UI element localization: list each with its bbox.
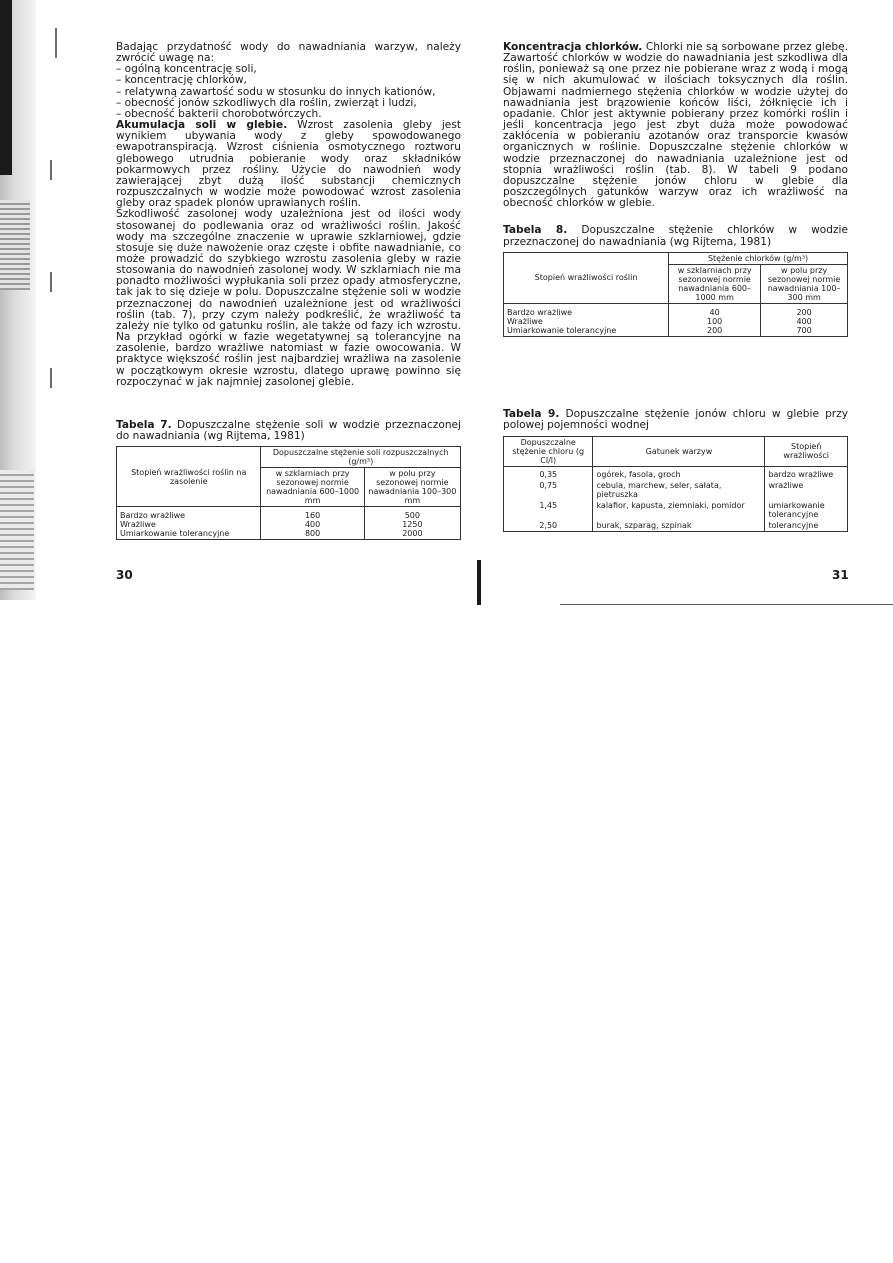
cell-value: 800: [304, 529, 321, 539]
paragraph-heading: Koncentracja chlorków.: [503, 41, 643, 53]
table-caption-text: Dopuszczalne stężenie chlorków w wodzie przeznaczonej do nawadniania (wg Rijtema, 1981): [503, 224, 848, 248]
cell-value: 700: [796, 325, 812, 335]
cell-value: 1250: [402, 520, 423, 530]
table-cell: 0,75: [504, 480, 593, 500]
table-cell: umiarkowanie tolerancyjne: [765, 500, 848, 520]
table-cell: [364, 507, 460, 540]
table-row: [504, 480, 848, 500]
table-cell: 1,45: [504, 500, 593, 520]
page-number: 30: [116, 568, 133, 582]
table-row: [504, 303, 848, 336]
cell-value: 2000: [402, 529, 423, 539]
row-label: Umiarkowanie tolerancyjne: [120, 529, 230, 539]
scan-edge-dark: [0, 0, 12, 175]
table8: [503, 252, 848, 337]
table-row: [504, 466, 848, 480]
table-cell: [117, 507, 261, 540]
scan-noise: [0, 200, 30, 290]
table-cell: 0,35: [504, 466, 593, 480]
cell-value: 400: [796, 316, 812, 326]
table-header-cell: Dopuszczalne stężenie chloru (g Cl/l): [504, 436, 593, 466]
table-cell: cebula, marchew, seler, sałata, pietruszka: [593, 480, 765, 500]
cell-value: 160: [304, 511, 321, 521]
table-header-cell: Dopuszczalne stężenie soli rozpuszczalnych (g/m³): [261, 447, 461, 468]
chloride-paragraph: [503, 42, 848, 209]
left-page: [116, 42, 461, 540]
intro-text: Badając przydatność wody do nawadniania warzyw, należy zwrócić uwagę na:: [116, 41, 461, 65]
table-cell: tolerancyjne: [765, 520, 848, 532]
binding-mark: [477, 560, 481, 605]
table-row: [504, 520, 848, 532]
table-header-cell: Stopień wrażliwości: [765, 436, 848, 466]
cell-value: 400: [304, 520, 321, 530]
list-item: – obecność bakterii chorobotwórczych.: [116, 107, 322, 120]
cell-value: 100: [707, 316, 723, 326]
criteria-list: [116, 64, 461, 120]
margin-mark: [50, 160, 52, 180]
table-caption-text: Dopuszczalne stężenie jonów chloru w glebie przy polowej pojemności wodnej: [503, 407, 848, 432]
table-cell: [261, 507, 364, 540]
table-row: [504, 500, 848, 520]
table-cell: burak, szparag, szpinak: [593, 520, 765, 532]
scan-noise: [0, 470, 34, 590]
scan-bottom-edge: [560, 604, 893, 605]
table7-caption: [116, 420, 461, 443]
table7: [116, 446, 461, 540]
paragraph-heading: Akumulacja soli w glebie.: [116, 119, 288, 132]
table-cell: [761, 303, 848, 336]
table-label: Tabela 8.: [503, 224, 568, 237]
table-cell: 2,50: [504, 520, 593, 532]
table8-caption: [503, 225, 848, 248]
table-header-cell: w polu przy sezonowej normie nawadniania 100–300 mm: [761, 264, 848, 303]
table-label: Tabela 9.: [503, 407, 560, 420]
list-item: – koncentrację chlorków,: [116, 74, 247, 87]
table-header-cell: w polu przy sezonowej normie nawadniania 100–300 mm: [364, 468, 460, 507]
cell-value: 40: [709, 307, 720, 317]
row-label: Bardzo wrażliwe: [507, 307, 573, 317]
table-header-cell: Stopień wrażliwości roślin: [504, 252, 669, 303]
table-cell: bardzo wrażliwe: [765, 466, 848, 480]
table-row: [117, 507, 461, 540]
list-item: – ogólną koncentrację soli,: [116, 63, 257, 76]
table9: [503, 436, 848, 532]
cell-value: 500: [404, 511, 420, 521]
list-item: – obecność jonów szkodliwych dla roślin, zwierząt i ludzi,: [116, 96, 417, 109]
table-cell: [504, 303, 669, 336]
right-page: [503, 42, 848, 532]
table-cell: ogórek, fasola, groch: [593, 466, 765, 480]
margin-mark: [50, 272, 52, 292]
salt-accumulation-paragraph: [116, 120, 461, 209]
cell-value: 200: [796, 307, 812, 317]
table-header-cell: Gatunek warzyw: [593, 436, 765, 466]
table-cell: wrażliwe: [765, 480, 848, 500]
row-label: Bardzo wrażliwe: [120, 511, 186, 521]
table-header-cell: Stopień wrażliwości roślin na zasolenie: [117, 447, 261, 507]
paragraph-body: Chlorki nie są sorbowane przez glebę. Zawartość chlorków w wodzie do nawadniania jest szkodliwa dla roślin, ponieważ są one przez nie pobierane wraz z wodą i mogą się w nich akumulować w ilościach toksycznych dla roślin. Objawami nadmiernego stężenia chlorków w wodzie użytej do nawadniania jest brązowienie końców liści, żółknięcie ich i opadanie. Chlor jest aktywnie pobierany przez komórki roślin i jeśli koncentracja jego jest zbyt duża może powodować zakłócenia w pobieraniu azotanów oraz transporcie kwasów organicznych w roślinie. Dopuszczalne stężenie chlorków w wodzie przeznaczonej do nawadniania uzależnione jest od stopnia wrażliwości roślin (tab. 8). W tabeli 9 podano dopuszczalne stężenie jonów chloru w glebie dla poszczególnych gatunków warzyw oraz ich wrażliwość na obecność chlorków w glebie.: [503, 41, 848, 210]
table-header-cell: w szklarniach przy sezonowej normie nawadniania 600–1000 mm: [261, 468, 364, 507]
scan-edge-shadow: [0, 0, 36, 600]
table-label: Tabela 7.: [116, 418, 172, 431]
margin-mark: [50, 368, 52, 388]
table9-caption: [503, 409, 848, 432]
salinity-paragraph: Szkodliwość zasolonej wody uzależniona jest od ilości wody stosowanej do podlewania oraz od wrażliwości roślin. Jakość wody ma szczególne znaczenie w uprawie szklarniowej, gdzie stosuje się duże nawożenie oraz częste i obfite nawadnianie, co może prowadzić do szybkiego wzrostu zasolenia gleby w razie stosowania do nawodnień zasolonej wody. W szklarniach nie ma ponadto możliwości wypłukania soli przez opady atmosferyczne, tak jak to się dzieje w polu. Dopuszczalne stężenie soli w wodzie przeznaczonej do nawodnień uzależnione jest od wrażliwości roślin (tab. 7), przy czym należy podkreślić, że wrażliwość ta zależy nie tylko od gatunku roślin, ale także od fazy ich wzrostu. Na przykład ogórki w fazie wegetatywnej są tolerancyjne na zasolenie, bardzo wrażliwe natomiast w fazie owocowania. W praktyce większość roślin jest najbardziej wrażliwa na zasolenie w początkowym okresie wzrostu, dlatego uprawę powinno się rozpoczynać w jak najmniej zasolonej glebie.: [116, 208, 461, 388]
table-caption-text: Dopuszczalne stężenie soli w wodzie przeznaczonej do nawadniania (wg Rijtema, 1981): [116, 418, 461, 443]
table-header-cell: Stężenie chlorków (g/m³): [669, 252, 848, 264]
paragraph-body: Wzrost zasolenia gleby jest wynikiem ubywania wody z gleby spowodowanego ewapotranspiracją. Wzrost ciśnienia osmotycznego roztworu glebowego utrudnia pobieranie wody oraz składników pokarmowych przez rośliny. Użycie do nawodnień wody zawierającej zbyt dużą ilość substancji chemicznych rozpuszczalnych w wodzie może powodować wzrost zasolenia gleby oraz spadek plonów uprawianych roślin.: [116, 119, 461, 210]
row-label: Umiarkowanie tolerancyjne: [507, 325, 617, 335]
row-label: Wrażliwe: [507, 316, 543, 326]
table-header-cell: w szklarniach przy sezonowej normie nawadniania 600–1000 mm: [669, 264, 761, 303]
list-item: – relatywną zawartość sodu w stosunku do innych kationów,: [116, 85, 436, 98]
margin-mark: [55, 28, 57, 58]
row-label: Wrażliwe: [120, 520, 156, 530]
table-cell: kalafior, kapusta, ziemniaki, pomidor: [593, 500, 765, 520]
page-number: 31: [832, 568, 849, 582]
cell-value: 200: [707, 325, 723, 335]
table-cell: [669, 303, 761, 336]
